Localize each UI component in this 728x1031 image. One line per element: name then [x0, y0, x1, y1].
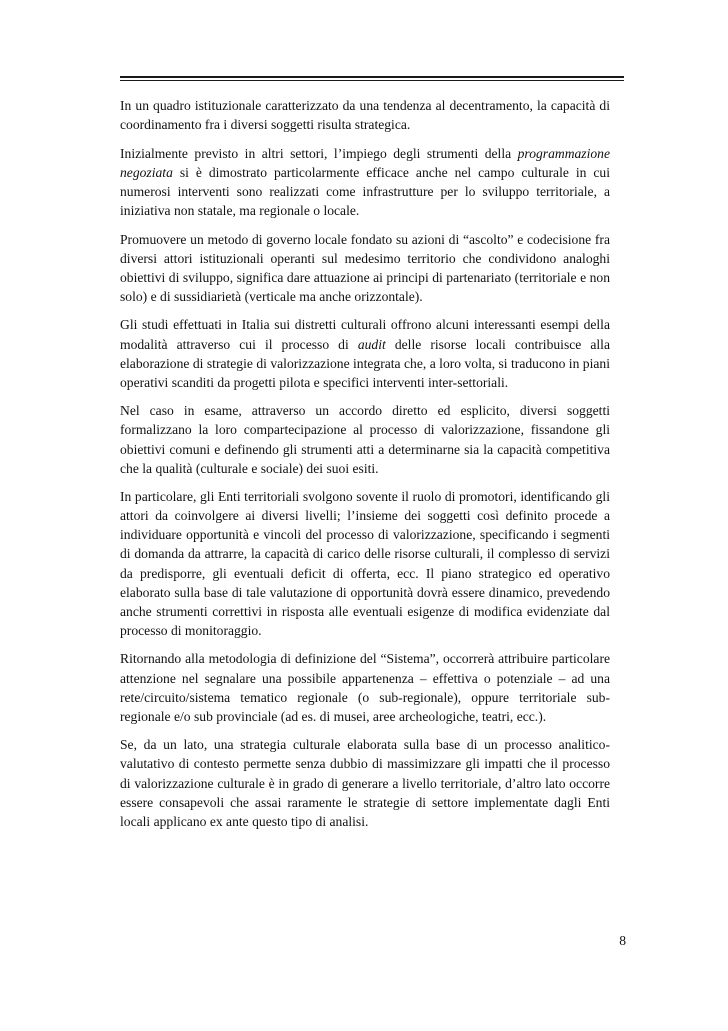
paragraph: Promuovere un metodo di governo locale fondato su azioni di “ascolto” e codecisione fra diversi attori istituzionali operanti sul medesimo territorio che condividono analoghi obiettivi di sviluppo, significa dare attuazione ai principi di partenariato (territoriale e non solo) e di sussidiarietà (verticale ma anche orizzontale). [120, 231, 610, 304]
paragraph: In un quadro istituzionale caratterizzato da una tendenza al decentramento, la capacità di coordinamento fra i diversi soggetti risulta strategica. [120, 98, 610, 133]
paragraph: Ritornando alla metodologia di definizione del “Sistema”, occorrerà attribuire particolare attenzione nel segnalare una possibile appartenenza – effettiva o potenziale – ad una rete/circuito/sistema tematico regionale (o sub-regionale), oppure territoriale sub-regionale e/o sub provinciale (ad es. di musei, aree archeologiche, teatri, ecc.). [120, 651, 610, 724]
italic-term: programmazione negoziata [120, 145, 610, 180]
body-text [120, 96, 610, 840]
paragraph: Nel caso in esame, attraverso un accordo diretto ed esplicito, diversi soggetti formalizzano la loro compartecipazione al processo di valorizzazione, fissandone gli obiettivi comuni e definendo gli strumenti atti a determinarne sia la capacità competitiva che la qualità (culturale e sociale) dei suoi esiti. [120, 403, 610, 476]
paragraph: Se, da un lato, una strategia culturale elaborata sulla base di un processo analitico-valutativo di contesto permette senza dubbio di massimizzare gli impatti che il processo di valorizzazione culturale è in grado di generare a livello territoriale, d’altro lato occorre essere consapevoli che assai raramente le strategie di settore implementate dagli Enti locali applicano ex ante questo tipo di analisi. [120, 737, 610, 829]
paragraph: Inizialmente previsto in altri settori, l’impiego degli strumenti della programmazione negoziata si è dimostrato particolarmente efficace anche nel campo culturale in cui numerosi interventi sono realizzati come infrastrutture per lo sviluppo territoriale, a iniziativa non statale, ma regionale o locale. [120, 145, 610, 218]
paragraph: In particolare, gli Enti territoriali svolgono sovente il ruolo di promotori, identificando gli attori da coinvolgere ai diversi livelli; l’insieme dei soggetti così definito procede a individuare opportunità e vincoli del processo di valorizzazione, specificando i segmenti di domanda da attrarre, la capacità di carico delle risorse culturali, il complesso di servizi da predisporre, gli eventuali deficit di offerta, ecc. Il piano strategico ed operativo elaborato sulla base di tale valutazione di opportunità dovrà essere dinamico, prevedendo anche strumenti correttivi in risposta alle eventuali esigenze di modifica evidenziate dal processo di monitoraggio. [120, 489, 610, 638]
page-number: 8 [619, 933, 626, 948]
header-rule [120, 76, 624, 78]
header-rule-thin [120, 80, 624, 81]
italic-term: audit [357, 336, 386, 352]
paragraph: Gli studi effettuati in Italia sui distretti culturali offrono alcuni interessanti esempi della modalità attraverso cui il processo di audit delle risorse locali contribuisce alla elaborazione di strategie di valorizzazione integrata che, a loro volta, si traducono in piani operativi scanditi da progetti pilota e specifici interventi inter-settoriali. [120, 317, 610, 390]
